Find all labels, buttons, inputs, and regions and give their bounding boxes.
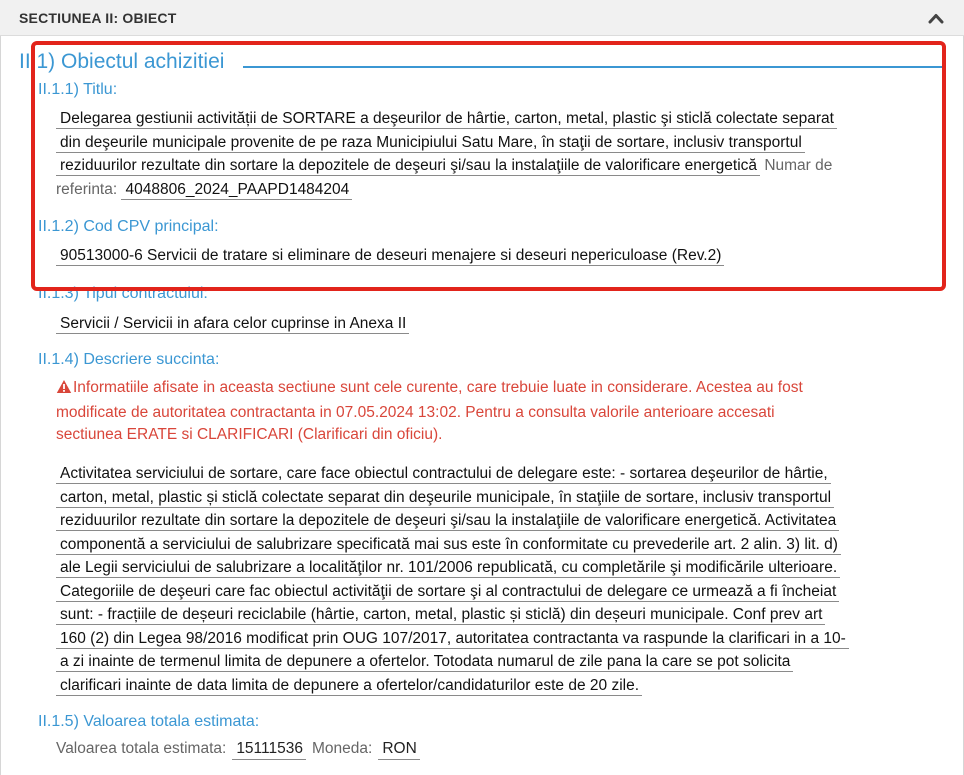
estimated-value-field-label: Valoarea totala estimata: xyxy=(56,740,227,757)
description-text xyxy=(56,462,936,697)
description-label: II.1.4) Descriere succinta: xyxy=(38,351,220,368)
description-line: Categoriile de deşeuri care fac obiectul activităţii de sortare şi al contractului de delegare ce urmează a fi încheiat xyxy=(56,583,839,602)
description-line: a zi inainte de termenul limita de depunere a ofertelor. Totodata numarul de zile pana la care se pot solicita xyxy=(56,653,793,672)
contract-type-row xyxy=(56,312,409,336)
warning-line-3: sectiunea ERATE si CLARIFICARI (Clarificari din oficiu). xyxy=(56,426,443,443)
currency-label: Moneda: xyxy=(311,740,373,757)
description-line: carton, metal, plastic și sticlă colectate separat din deşeurile municipale, în staţiile de sortare, inclusiv transportul xyxy=(56,489,834,508)
warning-line-2: modificate de autoritatea contractanta in 07.05.2024 13:02. Pentru a consulta valorile anterioare accesati xyxy=(56,403,775,421)
contract-type-label: II.1.3) Tipul contractului: xyxy=(38,285,208,302)
titlu-value xyxy=(56,107,916,201)
reference-label: Numar de xyxy=(764,157,833,174)
reference-label-cont: referinta: xyxy=(56,180,118,198)
warning-triangle-icon xyxy=(56,379,72,402)
section-header[interactable] xyxy=(0,0,964,36)
titlu-line-3: reziduurilor rezultate din sortare la depozitele de deşeuri şi/sau la instalaţiile de valorificare energetică xyxy=(56,157,760,176)
description-line: ale Legii serviciului de salubrizare a localităţilor nr. 101/2006 republicată, cu completările şi modificările ulterioare. xyxy=(56,559,840,578)
section-title: SECTIUNEA II: OBIECT xyxy=(19,9,177,26)
titlu-line-1: Delegarea gestiunii activității de SORTARE a deşeurilor de hârtie, carton, metal, plastic şi sticlă colectate separat xyxy=(56,110,837,129)
warning-message xyxy=(56,377,886,447)
description-line: 160 (2) din Legea 98/2016 modificat prin OUG 107/2017, autoritatea contractanta va raspunde la clarificari in a 10- xyxy=(56,630,849,649)
subsection-title-rule xyxy=(243,66,943,68)
estimated-value-label: II.1.5) Valoarea totala estimata: xyxy=(38,713,260,730)
warning-line-1: Informatiile afisate in aceasta sectiune sunt cele curente, care trebuie luate in considerare. Acestea au fost xyxy=(73,379,803,396)
description-line: clarificari inainte de data limita de depunere a ofertelor/candidaturilor este de 20 zile. xyxy=(56,677,642,696)
reference-number: 4048806_2024_PAAPD1484204 xyxy=(121,181,352,200)
description-line: componentă a serviciului de salubrizare specificată mai sus este în conformitate cu prevederile art. 2 alin. 3) lit. d) xyxy=(56,536,841,555)
description-line: sunt: - fracțiile de deșeuri reciclabile (hârtie, carton, metal, plastic și sticlă) din deșeuri municipale. Conf prev art xyxy=(56,606,825,625)
estimated-value-row xyxy=(56,740,420,760)
titlu-label: II.1.1) Titlu: xyxy=(38,81,118,98)
contract-type-value: Servicii / Servicii in afara celor cuprinse in Anexa II xyxy=(56,315,409,334)
cpv-label: II.1.2) Cod CPV principal: xyxy=(38,218,219,235)
currency-value: RON xyxy=(378,740,419,760)
description-line: reziduurilor rezultate din sortare la depozitele de deşeuri şi/sau la instalaţiile de valorificare energetică. Activitatea xyxy=(56,512,839,531)
description-line: Activitatea serviciului de sortare, care face obiectul contractului de delegare este: - sortarea deşeurilor de hârtie, xyxy=(56,465,831,484)
titlu-line-2: din deşeurile municipale provenite de pe raza Municipiului Satu Mare, în staţii de sortare, inclusiv transportul xyxy=(56,134,805,153)
cpv-value: 90513000-6 Servicii de tratare si eliminare de deseuri menajere si deseuri nepericuloase (Rev.2) xyxy=(56,247,724,266)
cpv-value-row xyxy=(56,244,724,268)
subsection-title: II.1) Obiectul achizitiei xyxy=(19,50,225,73)
chevron-up-icon[interactable] xyxy=(926,8,946,28)
estimated-value: 15111536 xyxy=(232,740,306,760)
